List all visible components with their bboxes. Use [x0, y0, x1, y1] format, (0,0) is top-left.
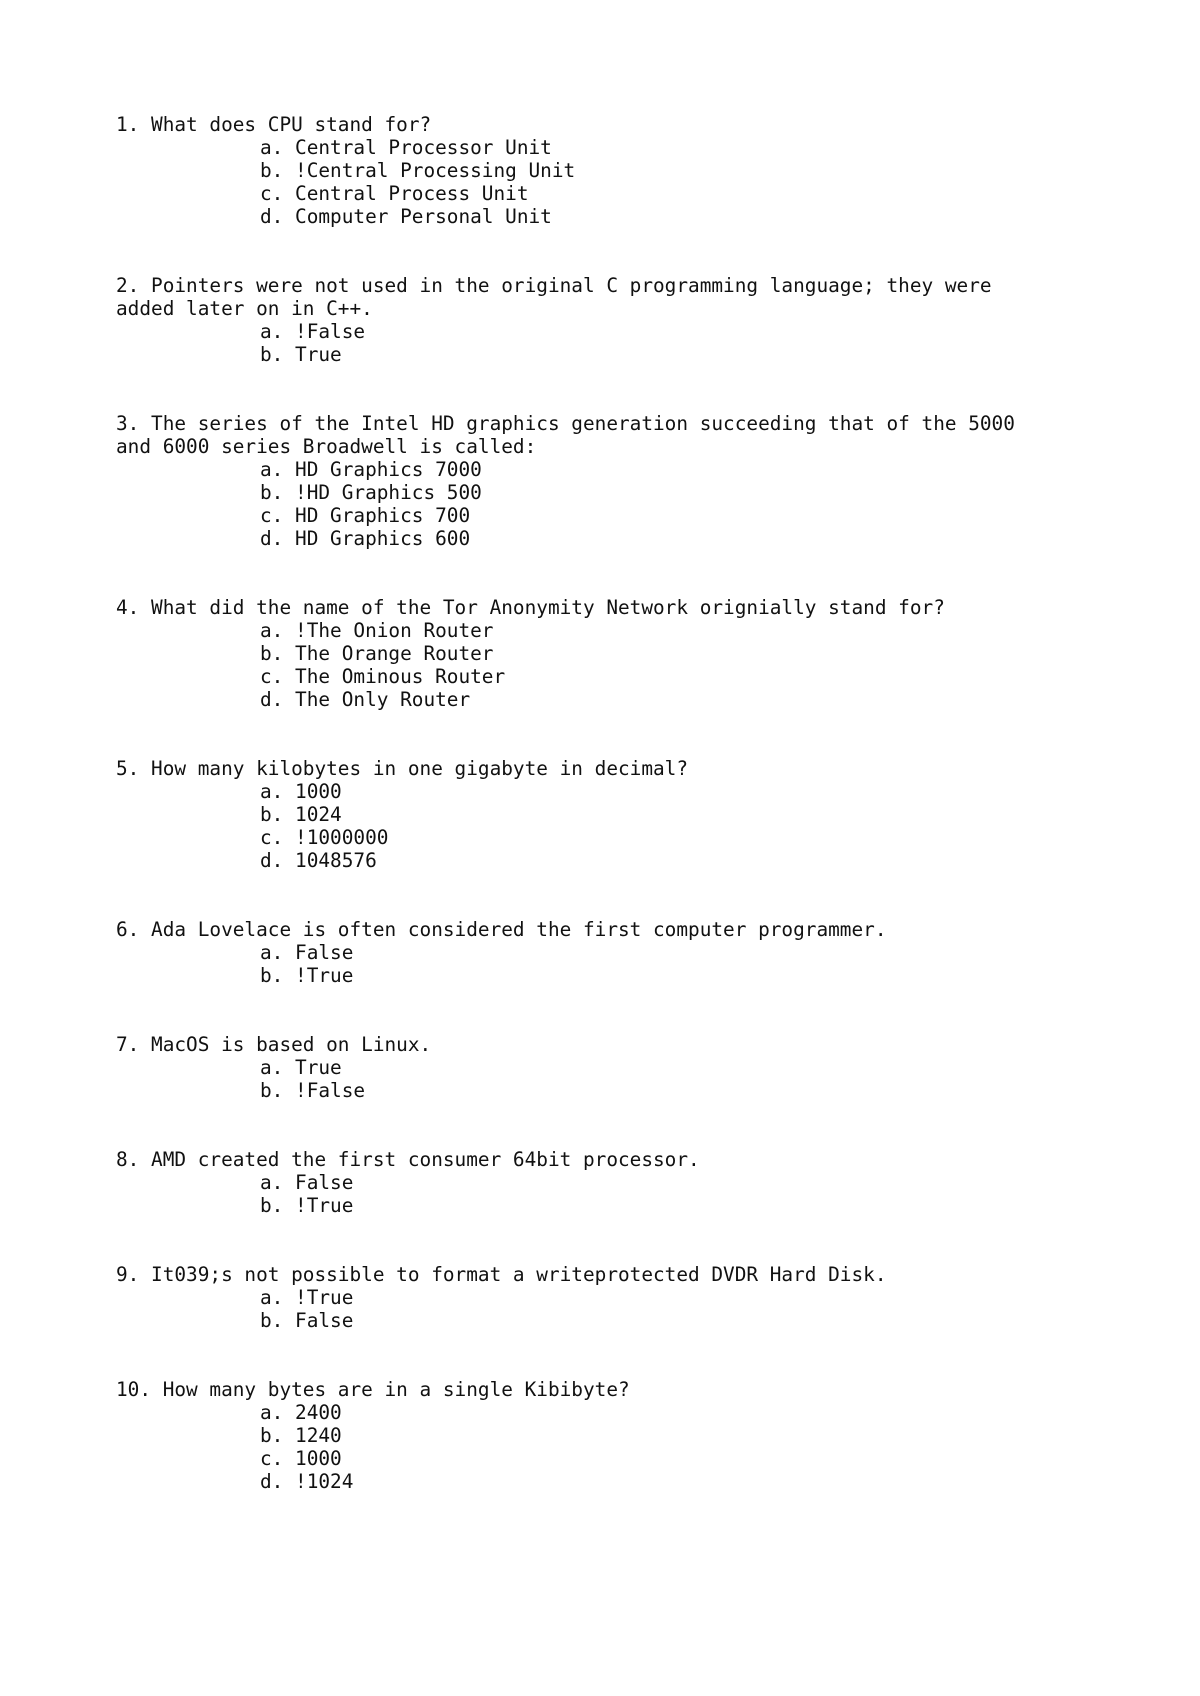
answer-options	[116, 320, 1116, 366]
question-text: 1. What does CPU stand for?	[116, 113, 432, 136]
question-text: 7. MacOS is based on Linux.	[116, 1033, 432, 1056]
question-block	[116, 1033, 1116, 1102]
answer-option: b. !Central Processing Unit	[260, 159, 576, 182]
answer-option: d. Computer Personal Unit	[260, 205, 552, 228]
answer-option: c. 1000	[260, 1447, 342, 1470]
answer-option: a. Central Processor Unit	[260, 136, 552, 159]
answer-option: b. 1240	[260, 1424, 342, 1447]
answer-option: c. The Ominous Router	[260, 665, 506, 688]
answer-option: b. !True	[260, 1194, 354, 1217]
answer-option: a. 1000	[260, 780, 342, 803]
question-block	[116, 1148, 1116, 1217]
answer-options	[116, 1401, 1116, 1493]
answer-options	[116, 619, 1116, 711]
question-block	[116, 1263, 1116, 1332]
answer-options	[116, 780, 1116, 872]
answer-options	[116, 1286, 1116, 1332]
question-text: 6. Ada Lovelace is often considered the first computer programmer.	[116, 918, 887, 941]
answer-options	[116, 1171, 1116, 1217]
answer-options	[116, 1056, 1116, 1102]
question-text: added later on in C++.	[116, 297, 373, 320]
question-text: 8. AMD created the first consumer 64bit processor.	[116, 1148, 700, 1171]
answer-option: a. False	[260, 1171, 354, 1194]
answer-option: b. 1024	[260, 803, 342, 826]
answer-option: a. HD Graphics 7000	[260, 458, 482, 481]
answer-option: a. !True	[260, 1286, 354, 1309]
question-text: 2. Pointers were not used in the original C programming language; they were	[116, 274, 992, 297]
question-text: 3. The series of the Intel HD graphics generation succeeding that of the 5000	[116, 412, 1015, 435]
question-text: and 6000 series Broadwell is called:	[116, 435, 537, 458]
question-block	[116, 412, 1116, 550]
answer-option: d. !1024	[260, 1470, 354, 1493]
question-text: 5. How many kilobytes in one gigabyte in decimal?	[116, 757, 689, 780]
answer-option: b. True	[260, 343, 342, 366]
answer-option: b. The Orange Router	[260, 642, 494, 665]
answer-option: c. !1000000	[260, 826, 389, 849]
answer-option: a. 2400	[260, 1401, 342, 1424]
answer-options	[116, 136, 1116, 228]
answer-option: d. 1048576	[260, 849, 377, 872]
question-text: 9. It039;s not possible to format a writeprotected DVDR Hard Disk.	[116, 1263, 887, 1286]
answer-option: b. !HD Graphics 500	[260, 481, 482, 504]
answer-option: a. !The Onion Router	[260, 619, 494, 642]
question-block	[116, 113, 1116, 228]
question-block	[116, 274, 1116, 366]
answer-option: a. True	[260, 1056, 342, 1079]
answer-option: c. HD Graphics 700	[260, 504, 471, 527]
question-block	[116, 1378, 1116, 1493]
answer-option: b. !False	[260, 1079, 366, 1102]
answer-option: a. !False	[260, 320, 366, 343]
question-block	[116, 918, 1116, 987]
answer-option: d. HD Graphics 600	[260, 527, 471, 550]
answer-option: b. False	[260, 1309, 354, 1332]
question-block	[116, 596, 1116, 711]
answer-option: d. The Only Router	[260, 688, 471, 711]
answer-option: a. False	[260, 941, 354, 964]
quiz-document	[116, 113, 1116, 1539]
answer-options	[116, 941, 1116, 987]
answer-option: c. Central Process Unit	[260, 182, 529, 205]
question-block	[116, 757, 1116, 872]
question-text: 10. How many bytes are in a single Kibibyte?	[116, 1378, 630, 1401]
answer-options	[116, 458, 1116, 550]
question-text: 4. What did the name of the Tor Anonymity Network orignially stand for?	[116, 596, 945, 619]
answer-option: b. !True	[260, 964, 354, 987]
